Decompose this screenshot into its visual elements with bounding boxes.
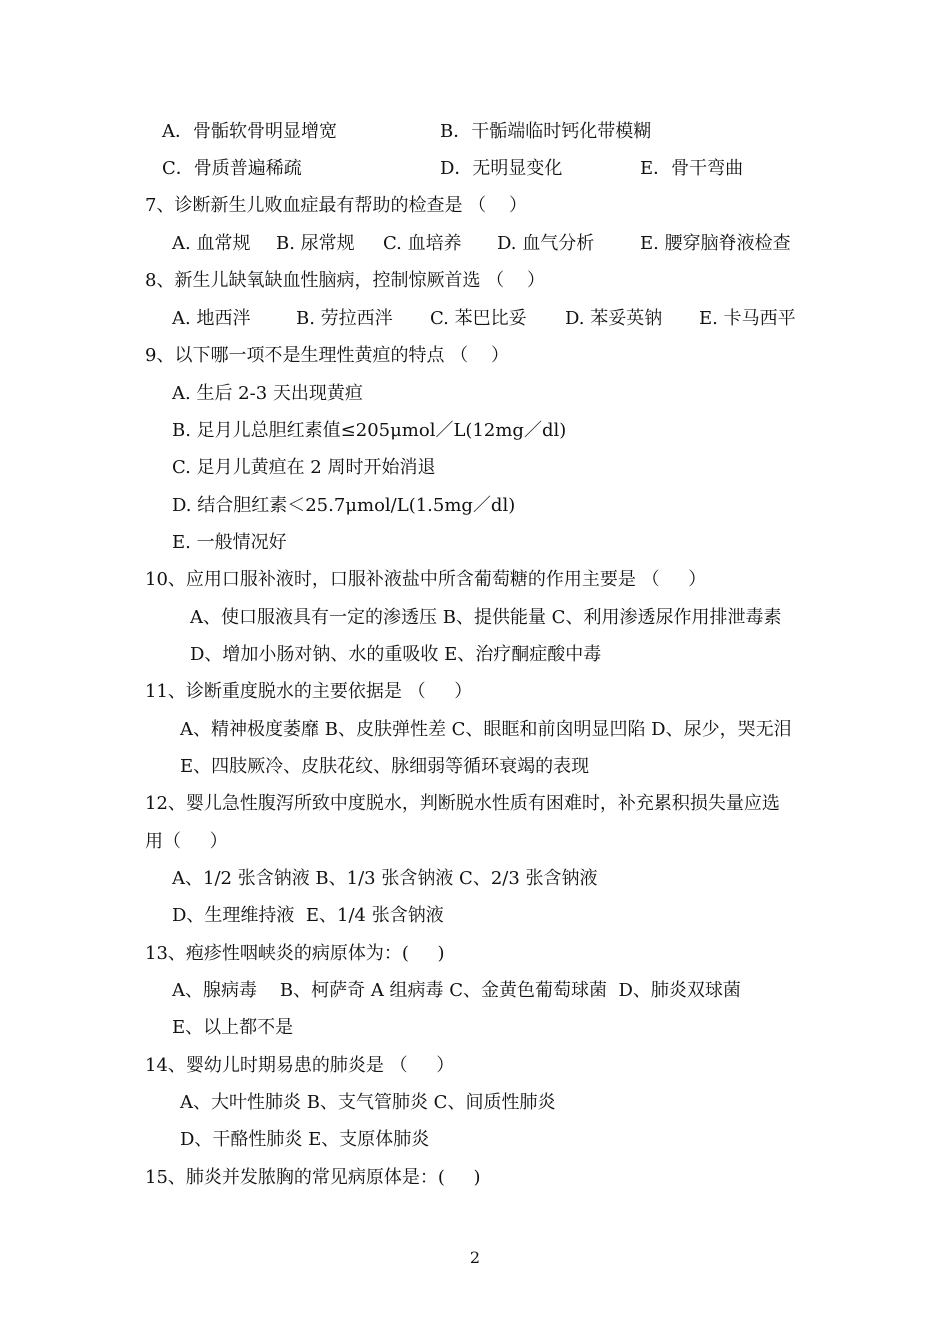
option-q7-e: E. 腰穿脑脊液检查 xyxy=(640,233,791,254)
option-q6-a: A．骨骺软骨明显增宽 xyxy=(162,121,337,142)
option-q9-c: C. 足月儿黄疸在 2 周时开始消退 xyxy=(172,457,436,478)
option-q6-b: B．干骺端临时钙化带模糊 xyxy=(440,121,652,142)
option-q6-e: E．骨干弯曲 xyxy=(640,158,744,179)
option-q9-d: D. 结合胆红素＜25.7μmol/L(1.5mg／dl) xyxy=(172,495,516,516)
option-q6-d: D．无明显变化 xyxy=(440,158,563,179)
question-9: 9、以下哪一项不是生理性黄疸的特点 （ ） xyxy=(145,345,510,366)
option-q8-b: B. 劳拉西泮 xyxy=(296,308,393,329)
option-q9-b: B. 足月儿总胆红素值≤205μmol／L(12mg／dl) xyxy=(172,420,567,441)
option-q8-c: C. 苯巴比妥 xyxy=(430,308,527,329)
option-q7-a: A. 血常规 xyxy=(172,233,251,254)
options-q14-abc: A、大叶性肺炎 B、支气管肺炎 C、间质性肺炎 xyxy=(180,1092,556,1113)
question-12: 12、婴儿急性腹泻所致中度脱水，判断脱水性质有困难时，补充累积损失量应选 xyxy=(145,793,780,814)
option-q9-a: A. 生后 2-3 天出现黄疸 xyxy=(172,383,363,404)
options-q11-abcd: A、精神极度萎靡 B、皮肤弹性差 C、眼眶和前囟明显凹陷 D、尿少，哭无泪 xyxy=(180,719,792,740)
option-q7-b: B. 尿常规 xyxy=(276,233,355,254)
options-q14-de: D、干酪性肺炎 E、支原体肺炎 xyxy=(180,1129,430,1150)
option-q6-c: C．骨质普遍稀疏 xyxy=(162,158,302,179)
question-10: 10、应用口服补液时，口服补液盐中所含葡萄糖的作用主要是 （ ） xyxy=(145,569,707,590)
options-q10-de: D、增加小肠对钠、水的重吸收 E、治疗酮症酸中毒 xyxy=(190,644,602,665)
option-q11-e: E、四肢厥冷、皮肤花纹、脉细弱等循环衰竭的表现 xyxy=(180,756,590,777)
question-8: 8、新生儿缺氧缺血性脑病，控制惊厥首选 （ ） xyxy=(145,270,546,291)
question-14: 14、婴幼儿时期易患的肺炎是 （ ） xyxy=(145,1055,455,1076)
options-q13-abcd: A、腺病毒 B、柯萨奇 A 组病毒 C、金黄色葡萄球菌 D、肺炎双球菌 xyxy=(172,980,741,1001)
question-15: 15、肺炎并发脓胸的常见病原体是：( ) xyxy=(145,1167,481,1188)
option-q13-e: E、以上都不是 xyxy=(172,1017,294,1038)
options-q12-de: D、生理维持液 E、1/4 张含钠液 xyxy=(172,905,444,926)
question-11: 11、诊断重度脱水的主要依据是 （ ） xyxy=(145,681,473,702)
option-q9-e: E. 一般情况好 xyxy=(172,532,287,553)
option-q7-d: D. 血气分析 xyxy=(497,233,595,254)
options-q12-abc: A、1/2 张含钠液 B、1/3 张含钠液 C、2/3 张含钠液 xyxy=(172,868,598,889)
question-7: 7、诊断新生儿败血症最有帮助的检查是 （ ） xyxy=(145,195,528,216)
question-12-continued: 用（ ） xyxy=(145,831,228,852)
question-13: 13、疱疹性咽峡炎的病原体为：( ) xyxy=(145,943,445,964)
option-q8-a: A. 地西泮 xyxy=(172,308,251,329)
option-q8-d: D. 苯妥英钠 xyxy=(565,308,663,329)
options-q10-abc: A、使口服液具有一定的渗透压 B、提供能量 C、利用渗透尿作用排泄毒素 xyxy=(190,607,782,628)
option-q7-c: C. 血培养 xyxy=(383,233,462,254)
page-number: 2 xyxy=(469,1248,481,1267)
option-q8-e: E. 卡马西平 xyxy=(699,308,796,329)
